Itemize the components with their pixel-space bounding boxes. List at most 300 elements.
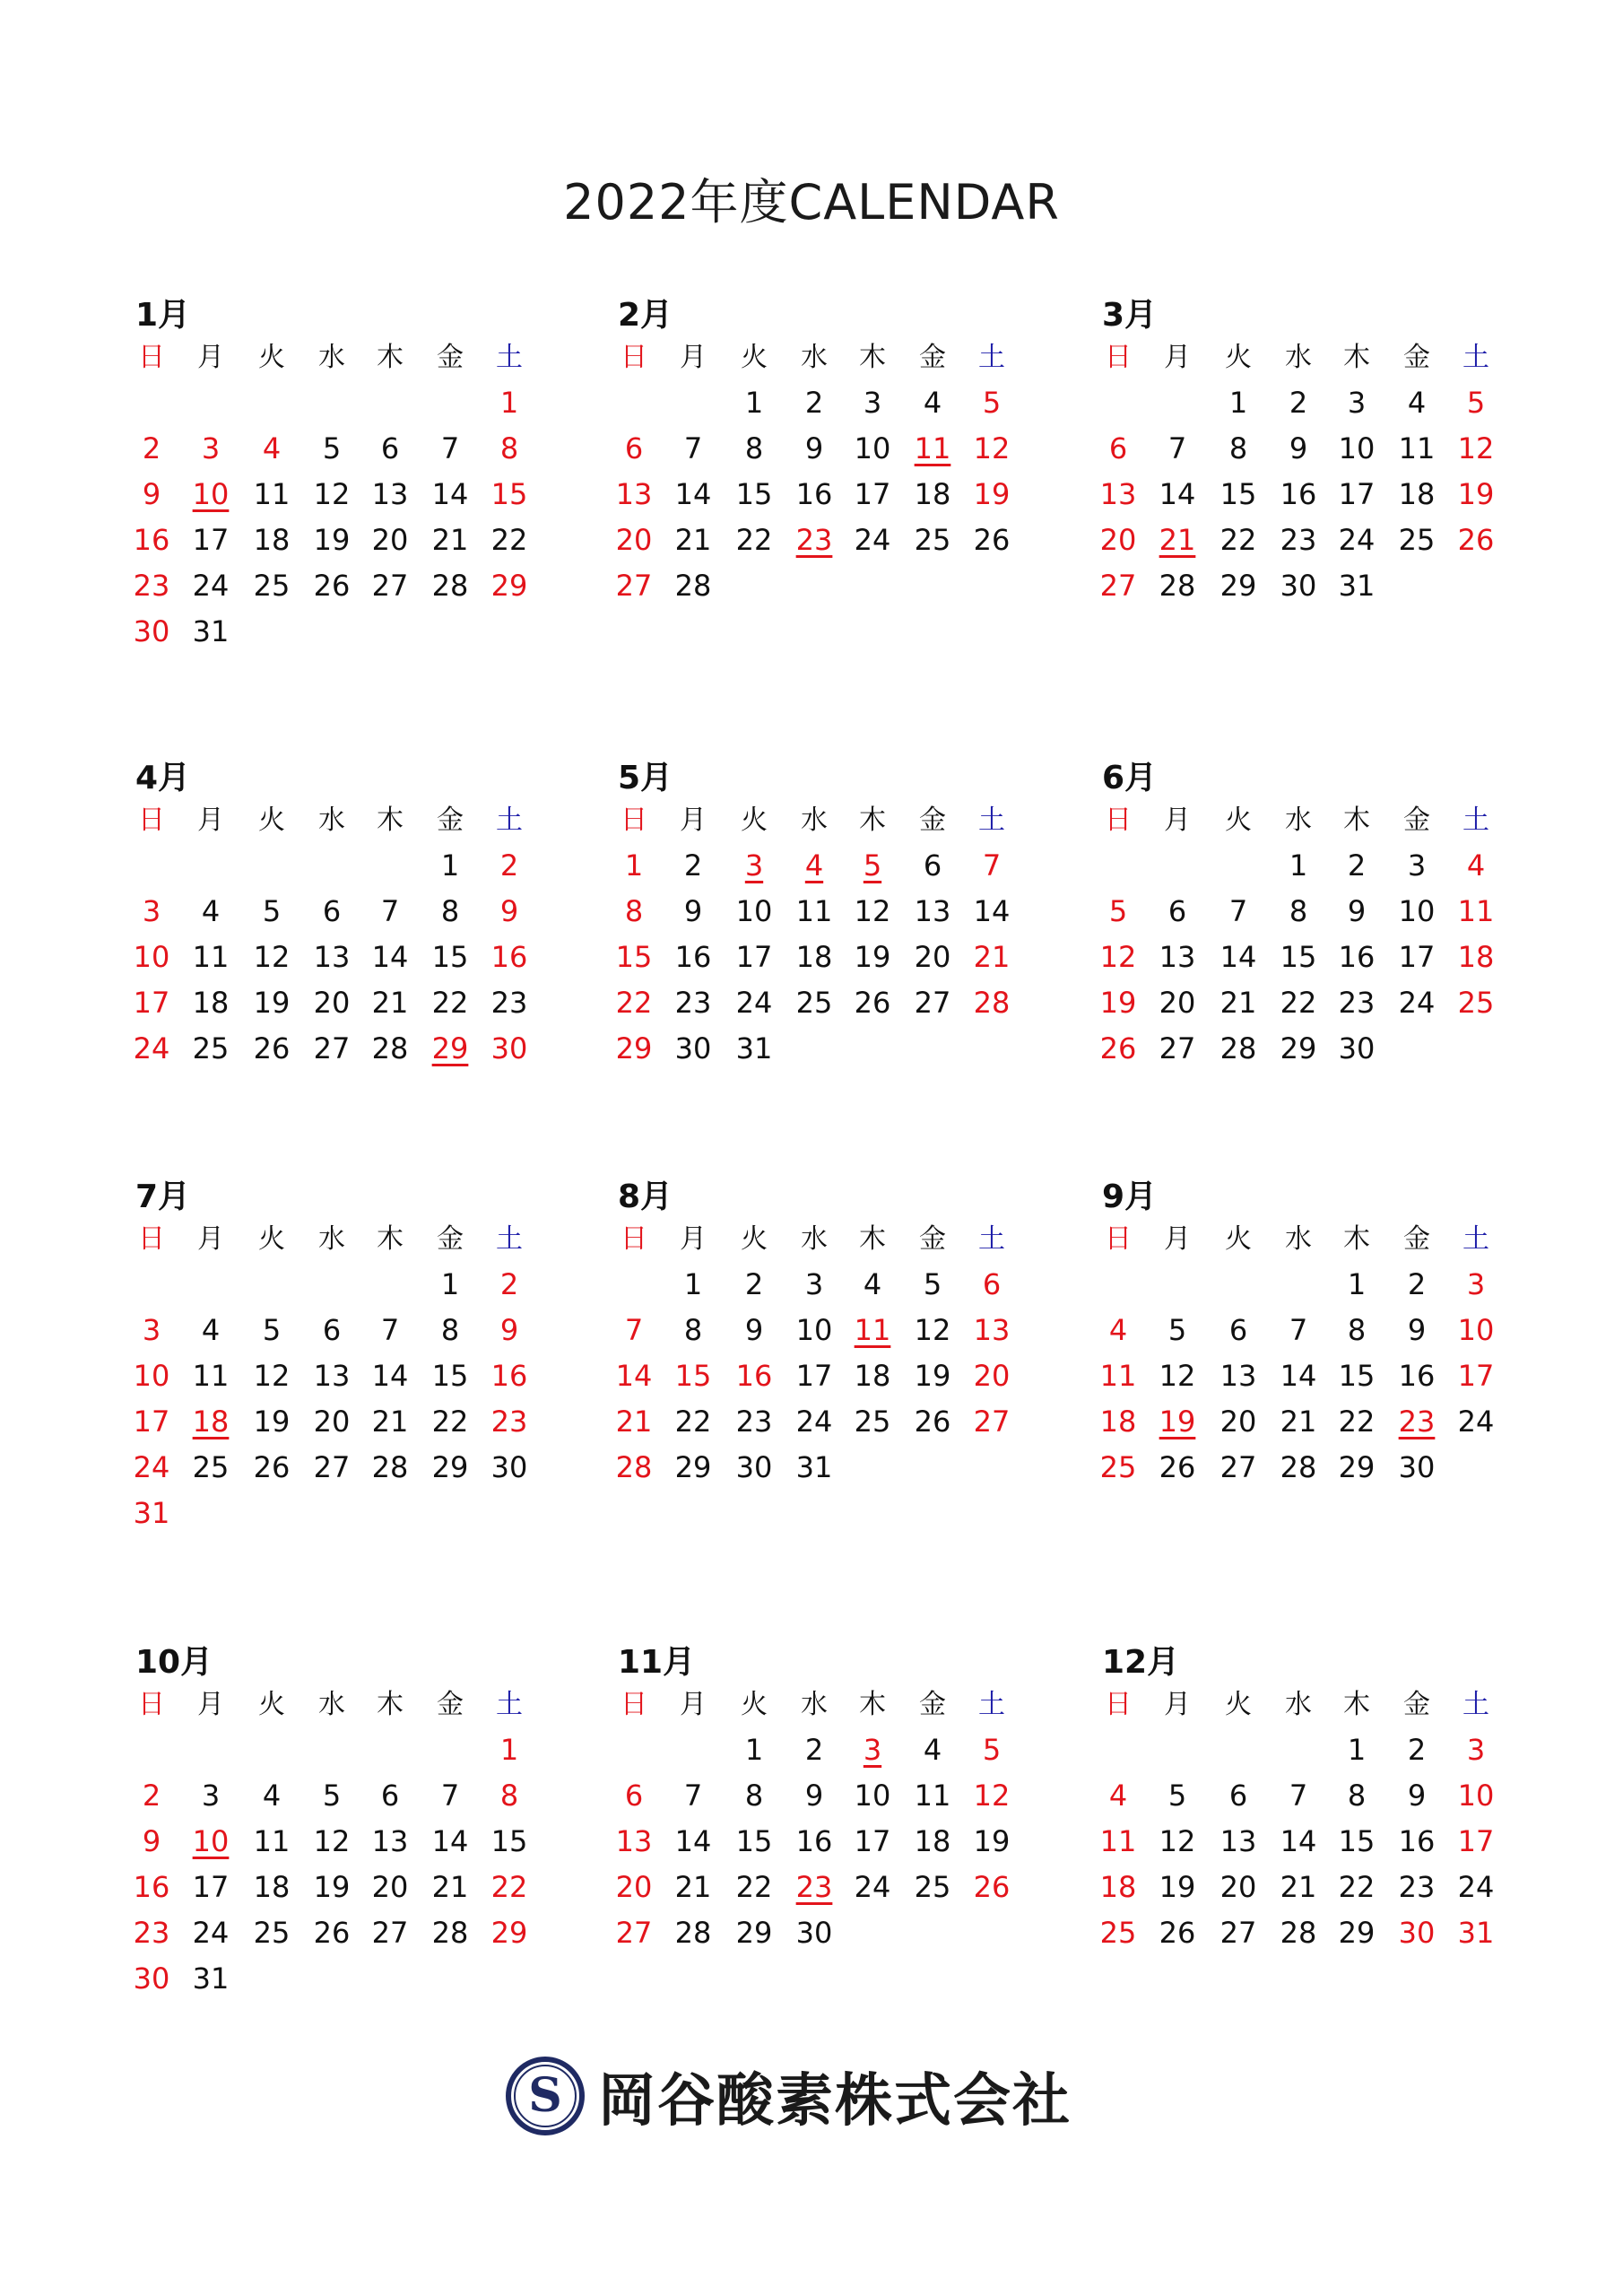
day-cell: 8 (440, 1313, 460, 1347)
day-cell: 14 (371, 940, 409, 974)
weekday-label: 木 (377, 342, 404, 373)
day-cell: 19 (854, 940, 891, 974)
day-cell: 6 (624, 431, 644, 465)
day-cell: 11 (1099, 1359, 1137, 1393)
weekday-label: 木 (859, 804, 886, 836)
day-cell: 3 (201, 1779, 221, 1813)
day-cell: 1 (1228, 386, 1248, 420)
weekday-label: 水 (1285, 1689, 1312, 1720)
weekday-label: 土 (496, 804, 523, 836)
weekday-label: 日 (621, 1223, 647, 1255)
day-cell: 9 (1347, 894, 1367, 928)
day-cell: 20 (973, 1359, 1011, 1393)
weekday-label: 火 (258, 804, 285, 836)
day-cell: 4 (1108, 1779, 1128, 1813)
day-cell: 5 (982, 386, 1002, 420)
weekday-label: 木 (1343, 342, 1370, 373)
weekday-label: 土 (978, 342, 1005, 373)
weekday-label: 月 (680, 804, 707, 836)
day-cell: 26 (973, 523, 1011, 557)
day-cell: 28 (973, 986, 1011, 1020)
day-cell: 27 (973, 1405, 1011, 1439)
weekday-label: 土 (978, 1223, 1005, 1255)
day-cell: 10 (1457, 1779, 1495, 1813)
day-cell: 16 (795, 1824, 833, 1858)
day-cell: 21 (371, 986, 409, 1020)
day-cell: 6 (1167, 894, 1187, 928)
day-cell: 14 (1219, 940, 1257, 974)
day-cell: 9 (1407, 1779, 1427, 1813)
day-cell: 21 (371, 1405, 409, 1439)
day-cell: 19 (253, 986, 291, 1020)
day-cell: 28 (1280, 1450, 1317, 1484)
weekday-label: 火 (258, 342, 285, 373)
day-cell: 13 (615, 1824, 653, 1858)
day-cell: 26 (253, 1450, 291, 1484)
day-cell: 27 (371, 1916, 409, 1950)
day-cell: 31 (1338, 569, 1376, 603)
day-cell: 21 (674, 1870, 712, 1904)
day-cell: 26 (854, 986, 891, 1020)
day-cell: 15 (490, 1824, 528, 1858)
day-cell: 4 (262, 431, 282, 465)
weekday-label: 木 (859, 342, 886, 373)
day-cell: 28 (1219, 1031, 1257, 1065)
weekday-label: 木 (377, 804, 404, 836)
day-cell: 16 (133, 1870, 170, 1904)
month-title: 6月 (1102, 760, 1158, 796)
day-cell: 27 (615, 569, 653, 603)
page-title: 2022年度CALENDAR (563, 174, 1060, 230)
day-cell: 11 (1457, 894, 1495, 928)
day-cell: 30 (674, 1031, 712, 1065)
day-cell: 28 (615, 1450, 653, 1484)
day-cell: 13 (313, 940, 351, 974)
weekday-label: 水 (1285, 342, 1312, 373)
weekday-label: 木 (1343, 804, 1370, 836)
day-cell: 13 (313, 1359, 351, 1393)
day-cell: 22 (490, 1870, 528, 1904)
day-cell: 13 (371, 1824, 409, 1858)
weekday-label: 金 (1403, 1223, 1430, 1255)
day-cell: 24 (735, 986, 773, 1020)
weekday-label: 火 (258, 1689, 285, 1720)
day-cell: 9 (804, 1779, 824, 1813)
day-cell: 2 (142, 1779, 161, 1813)
weekday-label: 日 (1105, 1223, 1132, 1255)
day-cell: 8 (683, 1313, 703, 1347)
day-cell: 21 (615, 1405, 653, 1439)
weekday-label: 土 (496, 1689, 523, 1720)
day-cell: 9 (1289, 431, 1308, 465)
day-cell: 30 (735, 1450, 773, 1484)
day-cell: 20 (1219, 1870, 1257, 1904)
day-cell: 15 (490, 477, 528, 511)
day-cell: 7 (1289, 1779, 1308, 1813)
day-cell: 29 (1219, 569, 1257, 603)
day-cell: 10 (1457, 1313, 1495, 1347)
day-cell: 22 (1280, 986, 1317, 1020)
day-cell: 12 (253, 1359, 291, 1393)
day-cell: 13 (371, 477, 409, 511)
weekday-label: 土 (1462, 1689, 1489, 1720)
day-cell: 24 (133, 1031, 170, 1065)
day-cell: 31 (735, 1031, 773, 1065)
day-cell: 12 (313, 477, 351, 511)
weekday-label: 金 (1403, 804, 1430, 836)
weekday-label: 月 (680, 342, 707, 373)
day-cell: 17 (133, 986, 170, 1020)
day-cell: 6 (380, 1779, 400, 1813)
day-cell: 1 (499, 1733, 519, 1767)
day-cell: 11 (192, 1359, 230, 1393)
day-cell: 10 (1338, 431, 1376, 465)
day-cell: 7 (380, 1313, 400, 1347)
day-cell: 8 (744, 431, 764, 465)
weekday-label: 金 (1403, 342, 1430, 373)
day-cell: 15 (735, 477, 773, 511)
day-cell: 25 (192, 1031, 230, 1065)
day-cell: 18 (854, 1359, 891, 1393)
day-cell: 25 (854, 1405, 891, 1439)
day-cell: 5 (322, 431, 342, 465)
day-cell: 23 (795, 523, 833, 557)
day-cell: 17 (854, 1824, 891, 1858)
day-cell: 16 (490, 940, 528, 974)
day-cell: 10 (735, 894, 773, 928)
day-cell: 29 (735, 1916, 773, 1950)
day-cell: 23 (1398, 1870, 1436, 1904)
weekday-label: 日 (1105, 804, 1132, 836)
day-cell: 19 (1159, 1870, 1196, 1904)
day-cell: 11 (253, 1824, 291, 1858)
day-cell: 19 (253, 1405, 291, 1439)
day-cell: 16 (1338, 940, 1376, 974)
day-cell: 13 (615, 477, 653, 511)
day-cell: 10 (1398, 894, 1436, 928)
day-cell: 7 (1167, 431, 1187, 465)
day-cell: 17 (1338, 477, 1376, 511)
day-cell: 20 (1099, 523, 1137, 557)
day-cell: 17 (1457, 1359, 1495, 1393)
logo-letter: S (528, 2068, 562, 2123)
month-title: 10月 (135, 1644, 213, 1681)
weekday-label: 木 (859, 1223, 886, 1255)
day-cell: 16 (1398, 1359, 1436, 1393)
day-cell: 28 (674, 1916, 712, 1950)
weekday-label: 火 (741, 1223, 768, 1255)
day-cell: 17 (192, 523, 230, 557)
weekday-label: 木 (377, 1223, 404, 1255)
month-title: 11月 (618, 1644, 696, 1681)
day-cell: 17 (1457, 1824, 1495, 1858)
day-cell: 16 (735, 1359, 773, 1393)
day-cell: 4 (804, 848, 824, 883)
day-cell: 24 (133, 1450, 170, 1484)
day-cell: 12 (973, 1779, 1011, 1813)
day-cell: 9 (1407, 1313, 1427, 1347)
day-cell: 12 (1159, 1824, 1196, 1858)
day-cell: 13 (1219, 1824, 1257, 1858)
day-cell: 28 (431, 569, 469, 603)
day-cell: 17 (1398, 940, 1436, 974)
day-cell: 9 (499, 1313, 519, 1347)
weekday-label: 金 (919, 342, 946, 373)
day-cell: 17 (854, 477, 891, 511)
day-cell: 22 (674, 1405, 712, 1439)
weekday-label: 火 (1225, 342, 1252, 373)
day-cell: 8 (1228, 431, 1248, 465)
weekday-label: 月 (197, 804, 224, 836)
weekday-label: 水 (318, 1689, 345, 1720)
day-cell: 31 (192, 1961, 230, 1996)
day-cell: 3 (1407, 848, 1427, 883)
day-cell: 15 (674, 1359, 712, 1393)
day-cell: 3 (201, 431, 221, 465)
day-cell: 3 (804, 1267, 824, 1301)
day-cell: 6 (322, 894, 342, 928)
weekday-label: 月 (680, 1689, 707, 1720)
day-cell: 16 (1398, 1824, 1436, 1858)
day-cell: 25 (253, 1916, 291, 1950)
month-title: 8月 (618, 1178, 673, 1215)
day-cell: 21 (973, 940, 1011, 974)
weekday-label: 日 (138, 804, 165, 836)
day-cell: 26 (253, 1031, 291, 1065)
day-cell: 1 (1289, 848, 1308, 883)
day-cell: 21 (431, 1870, 469, 1904)
day-cell: 14 (1280, 1359, 1317, 1393)
weekday-label: 月 (1164, 1223, 1191, 1255)
day-cell: 21 (674, 523, 712, 557)
day-cell: 3 (744, 848, 764, 883)
day-cell: 7 (1228, 894, 1248, 928)
day-cell: 16 (795, 477, 833, 511)
day-cell: 6 (1228, 1313, 1248, 1347)
day-cell: 18 (914, 1824, 951, 1858)
day-cell: 16 (490, 1359, 528, 1393)
month-title: 9月 (1102, 1178, 1158, 1215)
day-cell: 1 (1347, 1267, 1367, 1301)
day-cell: 28 (371, 1031, 409, 1065)
day-cell: 24 (192, 569, 230, 603)
day-cell: 14 (431, 477, 469, 511)
day-cell: 1 (1347, 1733, 1367, 1767)
day-cell: 19 (1457, 477, 1495, 511)
month-title: 4月 (135, 760, 191, 796)
day-cell: 2 (499, 848, 519, 883)
day-cell: 18 (1099, 1870, 1137, 1904)
day-cell: 15 (1280, 940, 1317, 974)
day-cell: 18 (192, 986, 230, 1020)
day-cell: 19 (313, 523, 351, 557)
day-cell: 23 (1398, 1405, 1436, 1439)
day-cell: 26 (973, 1870, 1011, 1904)
day-cell: 16 (674, 940, 712, 974)
day-cell: 14 (973, 894, 1011, 928)
weekday-label: 水 (1285, 1223, 1312, 1255)
day-cell: 30 (1338, 1031, 1376, 1065)
day-cell: 14 (371, 1359, 409, 1393)
day-cell: 18 (795, 940, 833, 974)
weekday-label: 金 (437, 1223, 464, 1255)
day-cell: 19 (973, 1824, 1011, 1858)
weekday-label: 火 (1225, 1223, 1252, 1255)
day-cell: 24 (1338, 523, 1376, 557)
month-title: 3月 (1102, 297, 1158, 334)
day-cell: 14 (1280, 1824, 1317, 1858)
day-cell: 25 (914, 1870, 951, 1904)
weekday-label: 土 (1462, 1223, 1489, 1255)
day-cell: 7 (1289, 1313, 1308, 1347)
day-cell: 4 (201, 1313, 221, 1347)
month-title: 7月 (135, 1178, 191, 1215)
day-cell: 5 (982, 1733, 1002, 1767)
day-cell: 14 (1159, 477, 1196, 511)
weekday-label: 火 (258, 1223, 285, 1255)
day-cell: 7 (380, 894, 400, 928)
day-cell: 8 (499, 431, 519, 465)
day-cell: 27 (313, 1031, 351, 1065)
day-cell: 14 (674, 1824, 712, 1858)
day-cell: 22 (615, 986, 653, 1020)
day-cell: 21 (1280, 1405, 1317, 1439)
day-cell: 1 (744, 1733, 764, 1767)
day-cell: 22 (490, 523, 528, 557)
day-cell: 19 (973, 477, 1011, 511)
day-cell: 14 (674, 477, 712, 511)
day-cell: 3 (863, 1733, 882, 1767)
weekday-label: 月 (1164, 804, 1191, 836)
day-cell: 12 (253, 940, 291, 974)
month-title: 5月 (618, 760, 673, 796)
day-cell: 28 (431, 1916, 469, 1950)
day-cell: 2 (499, 1267, 519, 1301)
day-cell: 10 (854, 1779, 891, 1813)
weekday-label: 月 (197, 1689, 224, 1720)
day-cell: 8 (624, 894, 644, 928)
day-cell: 11 (253, 477, 291, 511)
day-cell: 17 (192, 1870, 230, 1904)
day-cell: 7 (982, 848, 1002, 883)
day-cell: 8 (1347, 1779, 1367, 1813)
weekday-label: 土 (978, 1689, 1005, 1720)
weekday-label: 水 (801, 1223, 828, 1255)
weekday-label: 日 (138, 1689, 165, 1720)
day-cell: 16 (1280, 477, 1317, 511)
day-cell: 30 (133, 1961, 170, 1996)
day-cell: 27 (1219, 1916, 1257, 1950)
day-cell: 22 (1338, 1405, 1376, 1439)
month-title: 2月 (618, 297, 673, 334)
day-cell: 12 (854, 894, 891, 928)
weekday-label: 火 (741, 804, 768, 836)
day-cell: 22 (431, 986, 469, 1020)
day-cell: 24 (192, 1916, 230, 1950)
day-cell: 5 (1466, 386, 1486, 420)
month-title: 1月 (135, 297, 191, 334)
day-cell: 28 (1159, 569, 1196, 603)
day-cell: 20 (914, 940, 951, 974)
day-cell: 11 (192, 940, 230, 974)
day-cell: 29 (615, 1031, 653, 1065)
day-cell: 21 (431, 523, 469, 557)
day-cell: 2 (744, 1267, 764, 1301)
day-cell: 15 (615, 940, 653, 974)
day-cell: 1 (744, 386, 764, 420)
day-cell: 29 (431, 1031, 469, 1065)
day-cell: 1 (440, 848, 460, 883)
day-cell: 2 (804, 1733, 824, 1767)
weekday-label: 金 (437, 804, 464, 836)
company-logo (505, 2056, 1072, 2136)
day-cell: 4 (201, 894, 221, 928)
day-cell: 15 (431, 940, 469, 974)
day-cell: 19 (1159, 1405, 1196, 1439)
day-cell: 5 (923, 1267, 942, 1301)
day-cell: 20 (371, 523, 409, 557)
day-cell: 22 (735, 523, 773, 557)
weekday-label: 月 (680, 1223, 707, 1255)
day-cell: 13 (1159, 940, 1196, 974)
weekday-label: 火 (741, 342, 768, 373)
weekday-label: 日 (621, 1689, 647, 1720)
day-cell: 27 (313, 1450, 351, 1484)
day-cell: 7 (624, 1313, 644, 1347)
day-cell: 26 (1159, 1450, 1196, 1484)
day-cell: 26 (313, 1916, 351, 1950)
day-cell: 24 (795, 1405, 833, 1439)
day-cell: 12 (1099, 940, 1137, 974)
weekday-label: 木 (377, 1689, 404, 1720)
day-cell: 12 (1457, 431, 1495, 465)
weekday-label: 月 (1164, 342, 1191, 373)
day-cell: 25 (795, 986, 833, 1020)
weekday-label: 月 (1164, 1689, 1191, 1720)
day-cell: 10 (854, 431, 891, 465)
weekday-label: 土 (1462, 804, 1489, 836)
day-cell: 13 (914, 894, 951, 928)
day-cell: 30 (1398, 1916, 1436, 1950)
day-cell: 23 (490, 986, 528, 1020)
day-cell: 29 (431, 1450, 469, 1484)
day-cell: 27 (615, 1916, 653, 1950)
day-cell: 4 (262, 1779, 282, 1813)
day-cell: 20 (1219, 1405, 1257, 1439)
weekday-label: 土 (978, 804, 1005, 836)
day-cell: 24 (1457, 1870, 1495, 1904)
day-cell: 25 (1099, 1916, 1137, 1950)
day-cell: 25 (1457, 986, 1495, 1020)
day-cell: 30 (795, 1916, 833, 1950)
day-cell: 7 (683, 431, 703, 465)
day-cell: 26 (914, 1405, 951, 1439)
day-cell: 24 (1398, 986, 1436, 1020)
day-cell: 3 (1466, 1267, 1486, 1301)
day-cell: 17 (735, 940, 773, 974)
day-cell: 6 (380, 431, 400, 465)
day-cell: 8 (1347, 1313, 1367, 1347)
day-cell: 11 (1099, 1824, 1137, 1858)
day-cell: 1 (499, 386, 519, 420)
day-cell: 26 (1099, 1031, 1137, 1065)
weekday-label: 日 (621, 804, 647, 836)
day-cell: 29 (490, 1916, 528, 1950)
day-cell: 6 (1108, 431, 1128, 465)
day-cell: 9 (744, 1313, 764, 1347)
day-cell: 29 (1280, 1031, 1317, 1065)
day-cell: 23 (674, 986, 712, 1020)
